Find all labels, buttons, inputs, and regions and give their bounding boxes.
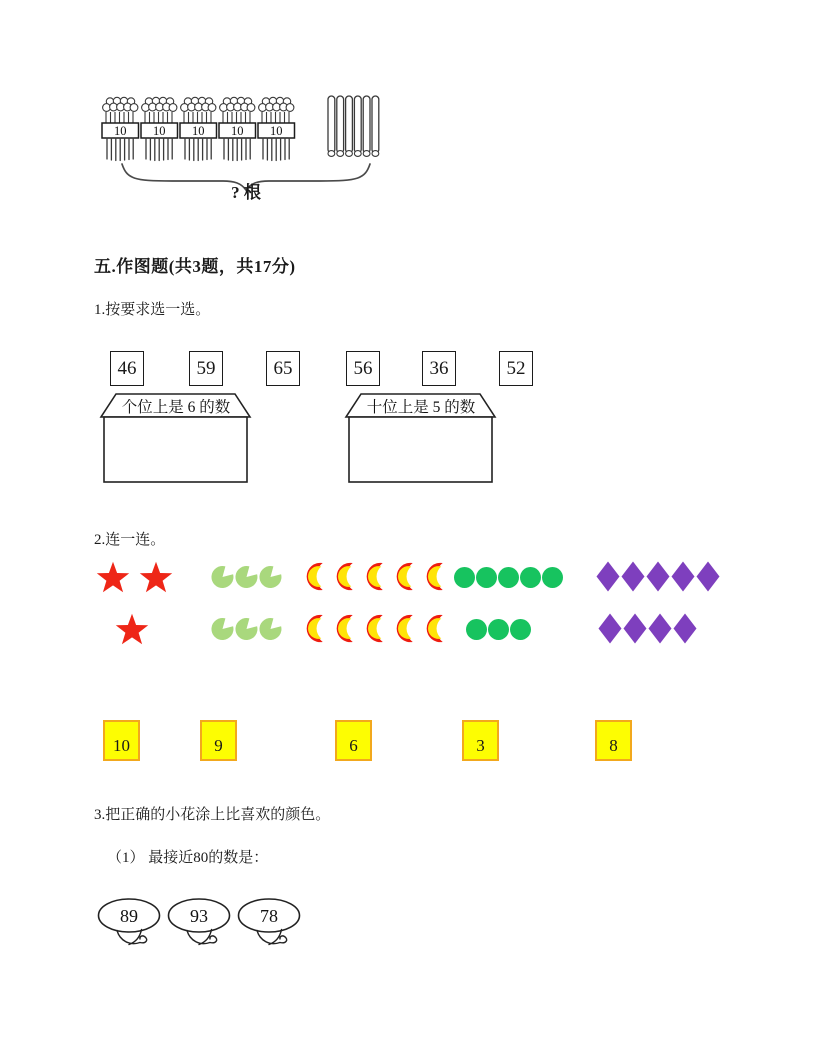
circle-icon: [510, 619, 531, 640]
circle-icon: [542, 567, 563, 588]
moon-icon: [302, 614, 331, 643]
comma-icon: [211, 563, 234, 590]
shape-group-circle-row2: [466, 619, 531, 640]
comma-icon: [235, 563, 258, 590]
stick-bundle: [180, 97, 217, 160]
stick-bundle: [102, 97, 139, 160]
diamond-icon: [673, 613, 697, 644]
diamond-icon: [696, 561, 720, 592]
number-card: 65: [266, 351, 300, 386]
star-icon: [139, 561, 173, 595]
bundle-ten-label: 10: [152, 124, 166, 138]
answer-number-box: 6: [335, 720, 372, 761]
diamond-icon: [623, 613, 647, 644]
loose-sticks: [328, 96, 379, 156]
balloon-number: [97, 898, 163, 955]
shape-group-diamond-row2: [598, 613, 697, 644]
circle-icon: [466, 619, 487, 640]
moon-icon: [302, 562, 331, 591]
balloon-value: 78: [260, 906, 278, 926]
bundle-ten-label: 10: [269, 124, 283, 138]
number-card: 46: [110, 351, 144, 386]
shape-group-star-row2: [115, 613, 149, 647]
moon-icon: [422, 614, 451, 643]
question3-sub1-label: （1） 最接近80的数是：: [107, 850, 269, 866]
diamond-icon: [671, 561, 695, 592]
answer-number-box: 9: [200, 720, 237, 761]
question1-label: 1.按要求选一选。: [94, 302, 211, 318]
circle-icon: [476, 567, 497, 588]
shape-group-comma-row1: [211, 563, 282, 590]
balloon-value: 89: [120, 906, 138, 926]
answer-number-box: 8: [595, 720, 632, 761]
moon-icon: [332, 562, 361, 591]
moon-icon: [422, 562, 451, 591]
answer-number-box: 10: [103, 720, 140, 761]
stick-bundle: [141, 97, 178, 160]
comma-icon: [235, 615, 258, 642]
bundle-ten-label: 10: [113, 124, 127, 138]
balloon-value: 93: [190, 906, 208, 926]
bundle-ten-label: 10: [191, 124, 205, 138]
diamond-icon: [648, 613, 672, 644]
shape-group-circle-row1: [454, 567, 563, 588]
circle-icon: [498, 567, 519, 588]
moon-icon: [332, 614, 361, 643]
basket-label: 个位上是 6 的数: [121, 399, 231, 416]
shape-group-diamond-row1: [596, 561, 720, 592]
shape-group-star-row1: [96, 561, 173, 595]
section-title: 五.作图题(共3题，共17分): [94, 257, 296, 276]
bundle-ten-label: 10: [230, 124, 244, 138]
diamond-icon: [596, 561, 620, 592]
basket-tens-digit-5: [344, 392, 498, 486]
number-card: 36: [422, 351, 456, 386]
balloon-number: [167, 898, 233, 955]
shape-group-moon-row1: [302, 562, 451, 591]
basket-ones-digit-6: [99, 392, 253, 486]
shape-group-moon-row2: [302, 614, 451, 643]
basket-label: 十位上是 5 的数: [366, 399, 476, 416]
number-card: 56: [346, 351, 380, 386]
comma-icon: [211, 615, 234, 642]
number-card: 52: [499, 351, 533, 386]
diamond-icon: [598, 613, 622, 644]
comma-icon: [259, 563, 282, 590]
answer-number-box: 3: [462, 720, 499, 761]
circle-icon: [454, 567, 475, 588]
shape-group-comma-row2: [211, 615, 282, 642]
question-sticks-label: ? 根: [231, 183, 261, 202]
stick-bundle: [258, 97, 295, 160]
question2-label: 2.连一连。: [94, 532, 166, 548]
sticks-bundles-figure: [98, 94, 390, 166]
number-card: 59: [189, 351, 223, 386]
comma-icon: [259, 615, 282, 642]
balloon-number: [237, 898, 303, 955]
moon-icon: [392, 562, 421, 591]
moon-icon: [362, 614, 391, 643]
circle-icon: [488, 619, 509, 640]
moon-icon: [362, 562, 391, 591]
diamond-icon: [646, 561, 670, 592]
diamond-icon: [621, 561, 645, 592]
star-icon: [96, 561, 130, 595]
question3-label: 3.把正确的小花涂上比喜欢的颜色。: [94, 807, 331, 823]
stick-bundle: [219, 97, 256, 160]
circle-icon: [520, 567, 541, 588]
moon-icon: [392, 614, 421, 643]
star-icon: [115, 613, 149, 647]
